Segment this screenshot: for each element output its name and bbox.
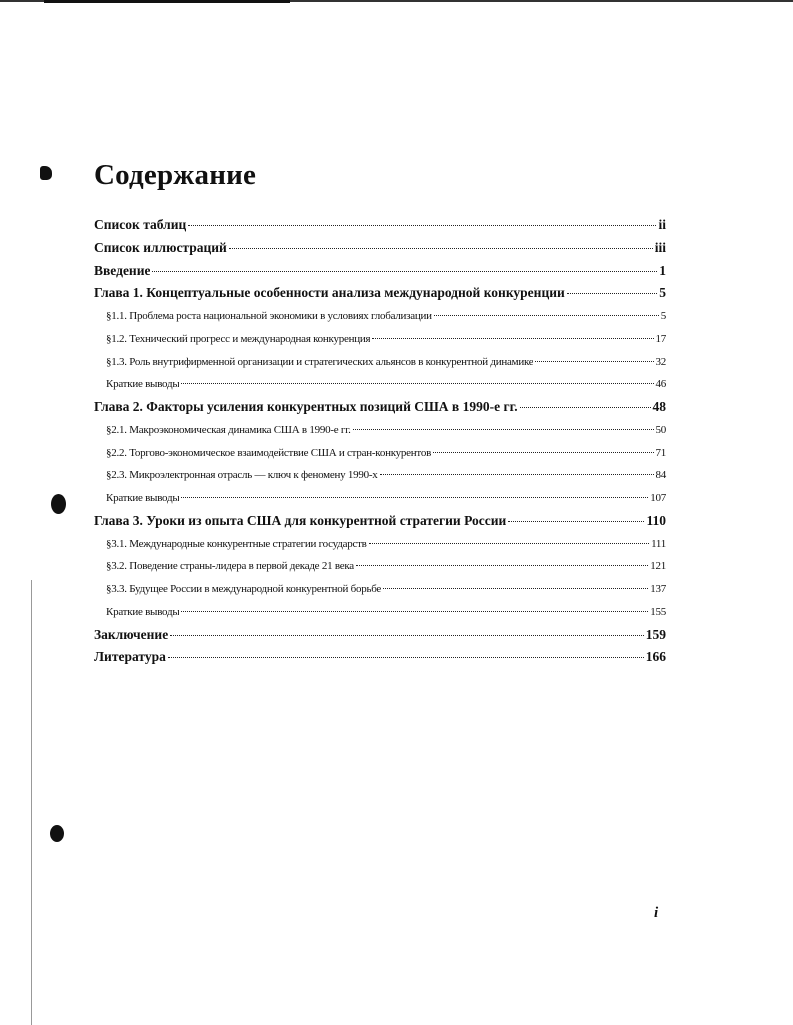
dot-leader: [181, 611, 648, 612]
punch-hole-icon: [51, 494, 66, 514]
dot-leader: [356, 565, 648, 566]
dot-leader: [508, 521, 644, 522]
toc-entry[interactable]: [94, 624, 666, 647]
toc-entry[interactable]: [94, 419, 666, 442]
toc-entry-page: ii: [658, 217, 666, 232]
scan-edge-left: [31, 580, 32, 1025]
toc-entry-page: 137: [650, 583, 666, 595]
dot-leader: [434, 315, 659, 316]
dot-leader: [152, 271, 657, 272]
toc-entry-label: §3.2. Поведение страны-лидера в первой декаде 21 века: [106, 560, 354, 573]
dot-leader: [372, 338, 653, 339]
toc-entry-page: 107: [650, 492, 666, 504]
toc-entry[interactable]: [94, 237, 666, 260]
dot-leader: [353, 429, 654, 430]
toc-entry[interactable]: [94, 464, 666, 487]
toc-entry-page: 48: [652, 399, 666, 414]
dot-leader: [229, 248, 653, 249]
dot-leader: [535, 361, 653, 362]
binding-mark-icon: [40, 166, 52, 180]
toc-entry[interactable]: [94, 487, 666, 510]
toc-entry-label: Краткие выводы: [106, 492, 180, 504]
toc-entry-label: Краткие выводы: [106, 605, 180, 618]
dot-leader: [383, 588, 648, 589]
toc-entry[interactable]: [94, 282, 666, 305]
toc-entry-page: 71: [655, 446, 666, 459]
toc-entry-label: §3.3. Будущее России в международной конкурентной борьбе: [106, 583, 382, 595]
toc-entry-label: Глава 3. Уроки из опыта США для конкурентной стратегии России: [94, 512, 507, 528]
table-of-contents: [94, 214, 666, 669]
toc-entry[interactable]: [94, 601, 666, 624]
toc-entry[interactable]: [94, 373, 666, 396]
page-title: Содержание: [94, 159, 257, 191]
toc-entry[interactable]: [94, 351, 666, 374]
toc-entry-page: 84: [655, 469, 666, 482]
toc-entry-label: §2.3. Микроэлектронная отрасль — ключ к феномену 1990-х: [106, 469, 378, 482]
dot-leader: [380, 474, 654, 475]
dot-leader: [369, 543, 649, 544]
toc-entry-page: 32: [655, 355, 666, 368]
toc-entry-page: 50: [655, 423, 666, 436]
toc-entry[interactable]: [94, 510, 666, 533]
dot-leader: [433, 452, 653, 453]
page-number: i: [654, 905, 659, 921]
toc-entry[interactable]: [94, 578, 666, 601]
toc-entry-page: 46: [655, 378, 666, 391]
toc-entry[interactable]: [94, 533, 666, 556]
dot-leader: [181, 497, 648, 498]
toc-entry[interactable]: [94, 305, 666, 328]
toc-entry-label: Глава 1. Концептуальные особенности анализа международной конкуренции: [94, 285, 565, 301]
toc-entry-page: 1: [659, 262, 666, 278]
toc-entry-label: Глава 2. Факторы усиления конкурентных позиций США в 1990-е гг.: [94, 399, 518, 414]
toc-entry[interactable]: [94, 328, 666, 351]
toc-entry-label: Заключение: [94, 626, 169, 642]
scan-edge-top-shadow: [44, 0, 290, 3]
toc-entry-label: Литература: [94, 649, 166, 665]
toc-entry[interactable]: [94, 555, 666, 578]
toc-entry-label: Введение: [94, 262, 151, 278]
dot-leader: [567, 293, 657, 294]
toc-entry-label: Список таблиц: [94, 217, 187, 232]
toc-entry-label: Список иллюстраций: [94, 239, 227, 255]
toc-entry-label: Краткие выводы: [106, 378, 180, 391]
dot-leader: [181, 383, 653, 384]
punch-hole-icon: [50, 825, 64, 842]
toc-entry-page: 166: [645, 649, 666, 665]
toc-entry-page: 110: [646, 512, 666, 528]
toc-entry-page: 159: [645, 626, 666, 642]
toc-entry-page: 111: [651, 537, 666, 550]
toc-entry-label: §2.2. Торгово-экономическое взаимодействие США и стран-конкурентов: [106, 446, 432, 459]
toc-entry-label: §3.1. Международные конкурентные стратегии государств: [106, 537, 367, 550]
toc-entry[interactable]: [94, 260, 666, 283]
dot-leader: [168, 657, 644, 658]
toc-entry[interactable]: [94, 396, 666, 419]
toc-entry-page: 5: [660, 310, 666, 322]
toc-entry-page: 155: [650, 605, 666, 618]
toc-entry[interactable]: [94, 646, 666, 669]
toc-entry-label: §1.1. Проблема роста национальной экономики в условиях глобализации: [106, 310, 432, 322]
toc-entry-page: 5: [659, 285, 666, 301]
toc-entry-label: §1.2. Технический прогресс и международная конкуренция: [106, 332, 371, 345]
toc-entry-label: §1.3. Роль внутрифирменной организации и стратегических альянсов в конкурентной динамике: [106, 355, 534, 368]
toc-entry-page: iii: [654, 239, 666, 255]
dot-leader: [520, 407, 651, 408]
toc-entry[interactable]: [94, 214, 666, 237]
toc-entry[interactable]: [94, 442, 666, 465]
toc-entry-page: 121: [650, 560, 666, 573]
dot-leader: [170, 635, 644, 636]
dot-leader: [188, 225, 656, 226]
toc-entry-page: 17: [655, 332, 666, 345]
toc-entry-label: §2.1. Макроэкономическая динамика США в 1990-е гг.: [106, 423, 351, 436]
